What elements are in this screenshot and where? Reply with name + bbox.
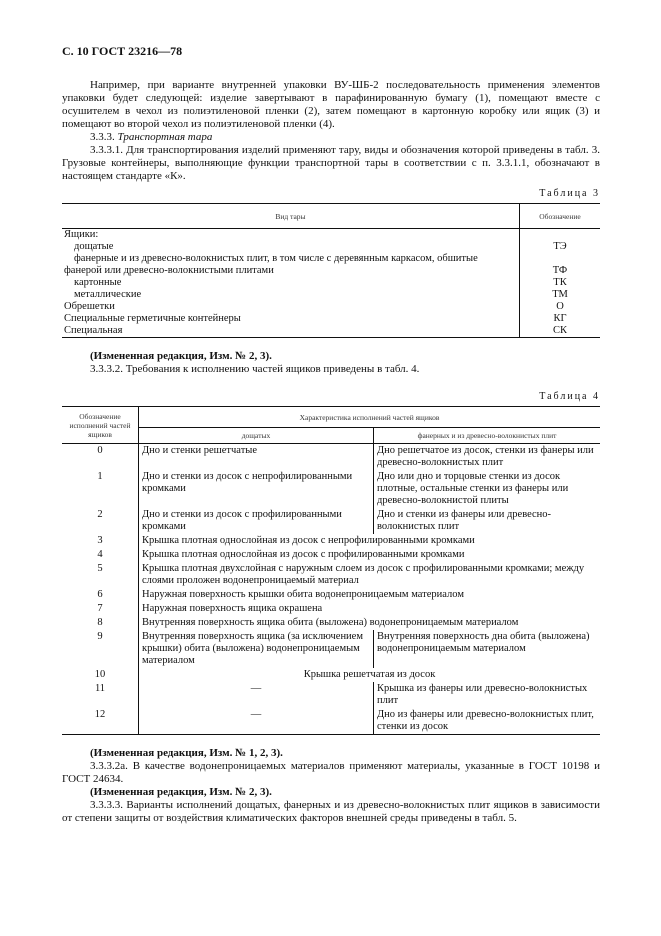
table-row bbox=[62, 229, 600, 242]
table3-cell-code: О bbox=[556, 301, 564, 312]
table3-caption: Таблица 3 bbox=[539, 188, 600, 199]
table-row bbox=[62, 444, 600, 471]
section-title: Транспортная тара bbox=[117, 131, 213, 143]
table-row bbox=[62, 253, 600, 277]
table4-cell-plywood: Крышка из фанеры или древесно-волокнистых плит bbox=[374, 682, 601, 708]
table4-cell-both: Наружная поверхность ящика окрашена bbox=[139, 602, 601, 616]
table4-cell-both: Крышка решетчатая из досок bbox=[139, 668, 601, 682]
table4-cell-plank: Внутренняя поверхность ящика (за исключением крышки) обита (выложена) водонепроницаемым материалом bbox=[139, 630, 374, 668]
table-row bbox=[62, 616, 600, 630]
table4-cell-plank: Дно и стенки из досок с профилированными кромками bbox=[139, 508, 374, 534]
table4-cell-num: 3 bbox=[97, 535, 103, 546]
table-row bbox=[62, 562, 600, 588]
table3-cell-type: дощатые bbox=[74, 241, 114, 252]
table4-cell-num: 4 bbox=[97, 549, 103, 560]
table-row bbox=[62, 470, 600, 508]
table3-header-code: Обозначение bbox=[520, 204, 601, 229]
table4-caption: Таблица 4 bbox=[539, 391, 600, 402]
table-row bbox=[62, 630, 600, 668]
table4-cell-num: 10 bbox=[94, 669, 106, 680]
table4-cell-plank: — bbox=[139, 682, 374, 708]
table4-cell-both: Внутренняя поверхность ящика обита (выложена) водонепроницаемым материалом bbox=[139, 616, 601, 630]
table4-header-characteristic: Характеристика исполнений частей ящиков bbox=[139, 407, 601, 428]
table-row bbox=[62, 534, 600, 548]
table4-header-plywood: фанерных и из древесно-волокнистых плит bbox=[374, 428, 601, 444]
table4-cell-plywood: Внутренняя поверхность дна обита (выложена) водонепроницаемым материалом bbox=[374, 630, 601, 668]
section-heading bbox=[62, 131, 600, 144]
intro-paragraph: Например, при варианте внутренней упаковки ВУ-ШБ-2 последовательность применения элементов упаковки будет следующей: изделие завертывают в парафинированную бумагу (1), помещают вместе с осушителем в чехол из полиэтиленовой пленки (2), затем помещают в картонную коробку или ящик (3) и помещают во второй чехол из полиэтиленовой пленки (4). bbox=[62, 79, 600, 130]
table3-cell-type: Специальная bbox=[62, 325, 520, 338]
document-page bbox=[62, 44, 600, 825]
table4-cell-num: 1 bbox=[97, 471, 103, 482]
table4-header-plank: дощатых bbox=[139, 428, 374, 444]
table4-cell-plywood: Дно решетчатое из досок, стенки из фанеры или древесно-волокнистых плит bbox=[374, 444, 601, 471]
table-row bbox=[62, 313, 600, 325]
table-row bbox=[62, 588, 600, 602]
table-row bbox=[62, 325, 600, 338]
table4-cell-num: 2 bbox=[97, 509, 103, 520]
table4-cell-num: 7 bbox=[97, 603, 103, 614]
table4-cell-num: 12 bbox=[94, 709, 106, 720]
table4-cell-both: Крышка плотная однослойная из досок с профилированными кромками bbox=[139, 548, 601, 562]
paragraph-3332a: 3.3.3.2а. В качестве водонепроницаемых материалов применяют материалы, указанные в ГОСТ 10198 и ГОСТ 24634. bbox=[62, 760, 600, 785]
table-row bbox=[62, 668, 600, 682]
table3-cell-type: картонные bbox=[74, 277, 122, 288]
table3-cell-type: Обрешетки bbox=[62, 301, 520, 313]
table3-cell-code: ТМ bbox=[552, 289, 568, 300]
table3-header-type: Вид тары bbox=[62, 204, 520, 229]
table4-cell-num: 0 bbox=[97, 445, 103, 456]
paragraph-3331: 3.3.3.1. Для транспортирования изделий применяют тару, виды и обозначения которой приведены в табл. 3. Грузовые контейнеры, выполняющие функции транспортной тары в соответствии с п. 3.3.1.1, обозначают в настоящем стандарте «К». bbox=[62, 144, 600, 182]
table-row bbox=[62, 508, 600, 534]
table-row bbox=[62, 602, 600, 616]
table4-header-designation: Обозначение исполнений частей ящиков bbox=[62, 407, 139, 444]
table-row bbox=[62, 682, 600, 708]
table3-cell-type: Специальные герметичные контейнеры bbox=[62, 313, 520, 325]
table4-cell-num: 9 bbox=[97, 631, 103, 642]
edit-note: (Измененная редакция, Изм. № 2, 3). bbox=[90, 350, 272, 362]
table3-cell-code: ТЭ bbox=[553, 241, 567, 252]
table4-cell-plywood: Дно или дно и торцовые стенки из досок плотные, остальные стенки из фанеры или древесно-волокнистой плиты bbox=[374, 470, 601, 508]
paragraph-3333: 3.3.3.3. Варианты исполнений дощатых, фанерных и из древесно-волокнистых плит ящиков в зависимости от степени защиты от воздействия климатических факторов внешней среды приведены в табл. 5. bbox=[62, 799, 600, 824]
table3-cell-code: КГ bbox=[553, 313, 567, 324]
table4-cell-both: Крышка плотная двухслойная с наружным слоем из досок с профилированными кромками; между слоями проложен водонепроницаемый материал bbox=[139, 562, 601, 588]
table-row bbox=[62, 708, 600, 735]
table3-cell-type: Ящики: bbox=[62, 229, 520, 242]
table4-cell-num: 8 bbox=[97, 617, 103, 628]
table3-cell-type: фанерные и из древесно-волокнистых плит, в том числе с деревянным каркасом, обшитые фанерой или древесно-волокнистыми плитами bbox=[62, 253, 520, 277]
table-row bbox=[62, 241, 600, 253]
paragraph-3332: 3.3.3.2. Требования к исполнению частей ящиков приведены в табл. 4. bbox=[90, 363, 420, 375]
section-number: 3.3.3. bbox=[90, 131, 115, 143]
table-4 bbox=[62, 406, 600, 735]
table-3 bbox=[62, 203, 600, 338]
table-row bbox=[62, 301, 600, 313]
table4-cell-both: Крышка плотная однослойная из досок с непрофилированными кромками bbox=[139, 534, 601, 548]
table4-cell-plank: Дно и стенки из досок с непрофилированными кромками bbox=[139, 470, 374, 508]
table4-cell-num: 11 bbox=[94, 683, 106, 694]
table3-cell-code: ТФ bbox=[552, 265, 568, 276]
table4-cell-num: 5 bbox=[97, 563, 103, 574]
table4-cell-both: Наружная поверхность крышки обита водонепроницаемым материалом bbox=[139, 588, 601, 602]
table4-cell-plank: — bbox=[139, 708, 374, 735]
edit-note: (Измененная редакция, Изм. № 1, 2, 3). bbox=[90, 747, 283, 759]
table4-cell-num: 6 bbox=[97, 589, 103, 600]
table-row bbox=[62, 548, 600, 562]
table-row bbox=[62, 289, 600, 301]
table-row bbox=[62, 277, 600, 289]
table3-cell-code: ТК bbox=[553, 277, 567, 288]
table4-cell-plank: Дно и стенки решетчатые bbox=[139, 444, 374, 471]
table3-cell-code: СК bbox=[552, 325, 567, 336]
page-header: С. 10 ГОСТ 23216—78 bbox=[62, 44, 183, 58]
edit-note: (Измененная редакция, Изм. № 2, 3). bbox=[90, 786, 272, 798]
table3-cell-code bbox=[520, 229, 601, 242]
table3-cell-type: металлические bbox=[74, 289, 142, 300]
table4-cell-plywood: Дно из фанеры или древесно-волокнистых плит, стенки из досок bbox=[374, 708, 601, 735]
table4-cell-plywood: Дно и стенки из фанеры или древесно-волокнистых плит bbox=[374, 508, 601, 534]
